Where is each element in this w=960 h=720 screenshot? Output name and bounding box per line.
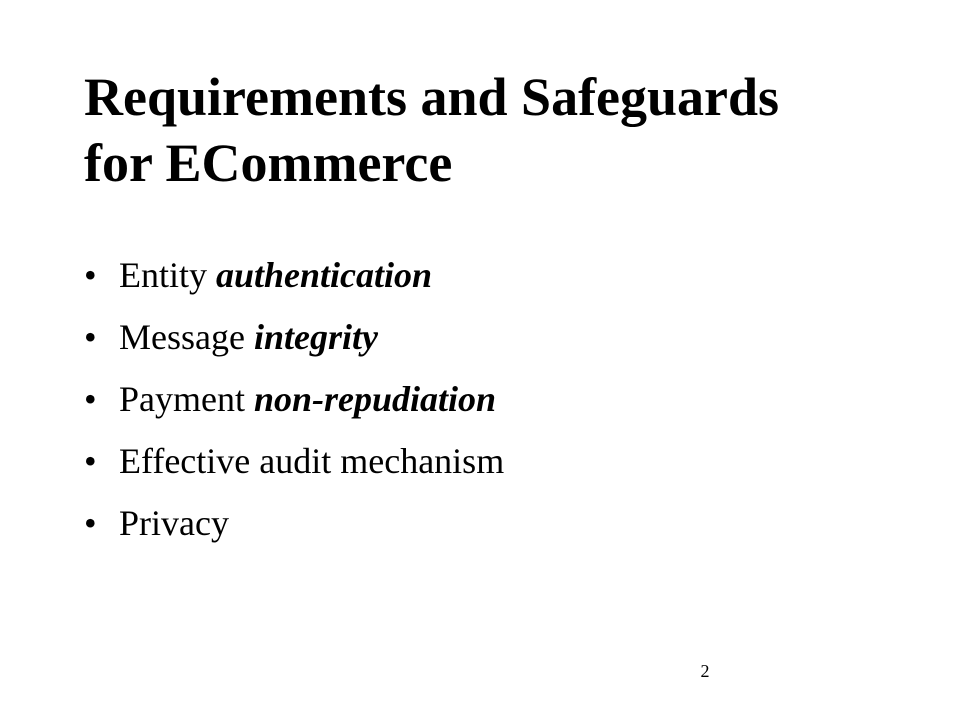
bullet-list [84, 254, 504, 564]
bullet-dot: • [84, 503, 97, 543]
bullet-text: Effective audit mechanism [119, 441, 505, 481]
bullet-text: Entity [119, 255, 216, 295]
page-number: 2 [700, 661, 710, 681]
bullet-text: Payment [119, 379, 254, 419]
bullet-text: Privacy [119, 503, 229, 543]
bullet-dot: • [84, 441, 97, 481]
slide-title [84, 64, 904, 196]
bullet-dot: • [84, 379, 97, 419]
slide-title-line-1: Requirements and Safeguards [84, 67, 780, 127]
bullet-emphasis: authentication [216, 255, 433, 295]
bullet-item-privacy [84, 502, 504, 544]
bullet-item-effective-audit-mechanism [84, 440, 504, 482]
bullet-dot: • [84, 317, 97, 357]
bullet-dot: • [84, 255, 97, 295]
bullet-emphasis: non-repudiation [253, 379, 497, 419]
bullet-item-entity-authentication [84, 254, 504, 296]
bullet-item-message-integrity [84, 316, 504, 358]
bullet-text: Message [119, 317, 254, 357]
bullet-item-payment-non-repudiation [84, 378, 504, 420]
bullet-emphasis: integrity [253, 317, 378, 357]
slide-title-line-2: for ECommerce [84, 133, 453, 193]
